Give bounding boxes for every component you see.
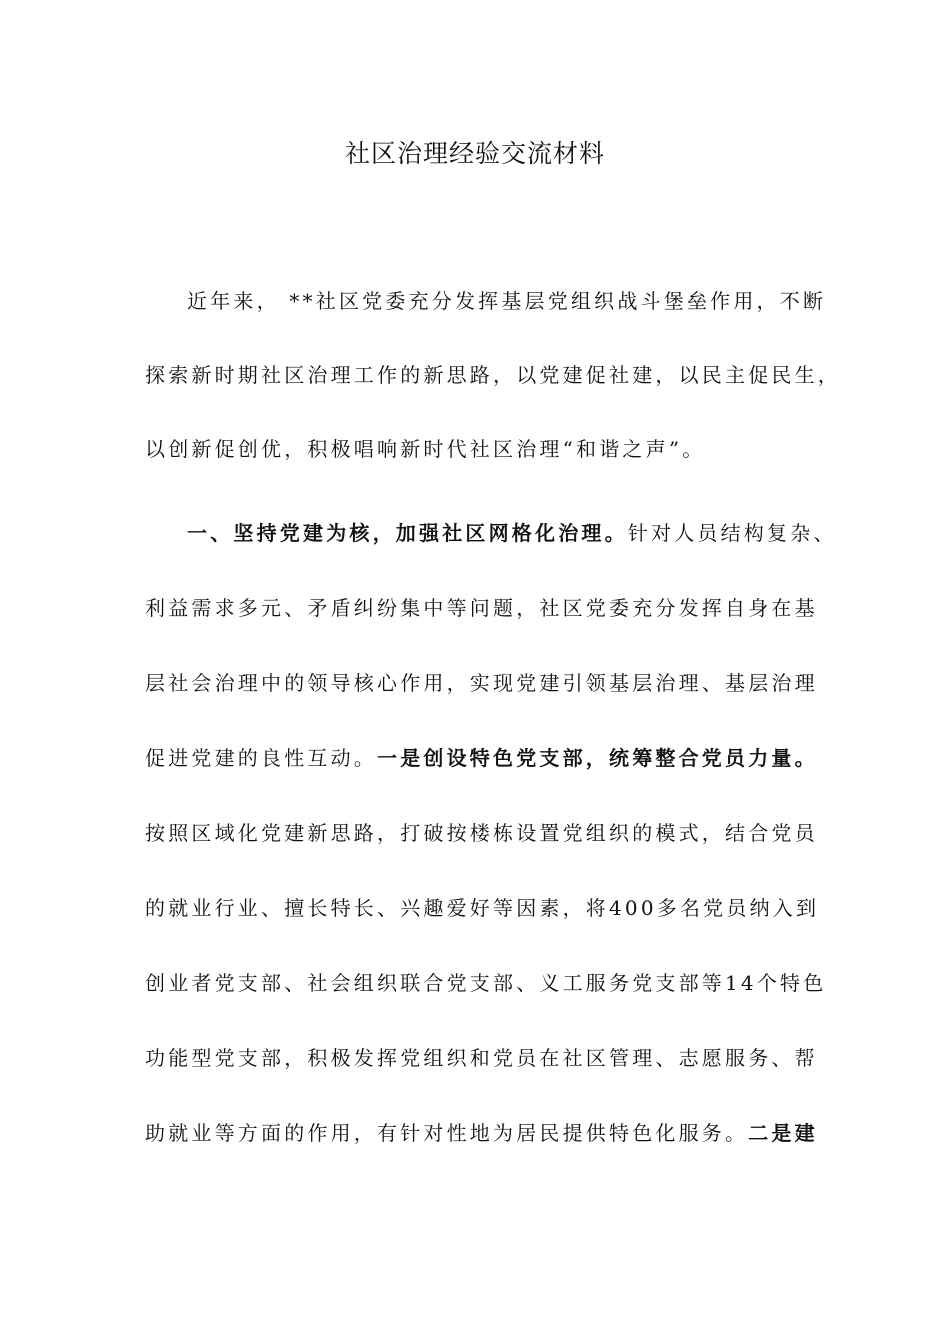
section-heading: 一、坚持党建为核，加强社区网格化治理。 (187, 521, 628, 545)
document-title: 社区治理经验交流材料 (344, 139, 605, 168)
paragraph-line (145, 740, 818, 776)
paragraph-line: 按照区域化党建新思路，打破按楼栋设置党组织的模式，结合党员 (145, 821, 818, 845)
paragraph-line: 功能型党支部，积极发挥党组织和党员在社区管理、志愿服务、帮 (145, 1046, 818, 1070)
paragraph-text: 针对人员结构复杂、 (627, 521, 837, 545)
paragraph-line: 的就业行业、擅长特长、兴趣爱好等因素，将400多名党员纳入到 (145, 896, 820, 920)
subheading-two-start: 二是建 (748, 1121, 818, 1145)
paragraph-line: 层社会治理中的领导核心作用，实现党建引领基层治理、基层治理 (145, 671, 818, 695)
subheading-one: 一是创设特色党支部，统筹整合党员力量。 (377, 746, 818, 770)
paragraph-line (145, 1115, 818, 1151)
paragraph-text: 助就业等方面的作用，有针对性地为居民提供特色化服务。 (145, 1121, 749, 1145)
paragraph-line: 以创新促创优，积极唱响新时代社区治理“和谐之声”。 (145, 437, 706, 461)
paragraph-line: 近年来， **社区党委充分发挥基层党组织战斗堡垒作用，不断 (187, 289, 827, 313)
paragraph-text: 促进党建的良性互动。 (145, 746, 377, 770)
section-heading-line (187, 515, 857, 551)
paragraph-line: 探索新时期社区治理工作的新思路，以党建促社建，以民主促民生， (145, 363, 841, 387)
paragraph-line: 创业者党支部、社会组织联合党支部、义工服务党支部等14个特色 (145, 971, 827, 995)
paragraph-line: 利益需求多元、矛盾纠纷集中等问题，社区党委充分发挥自身在基 (145, 596, 818, 620)
